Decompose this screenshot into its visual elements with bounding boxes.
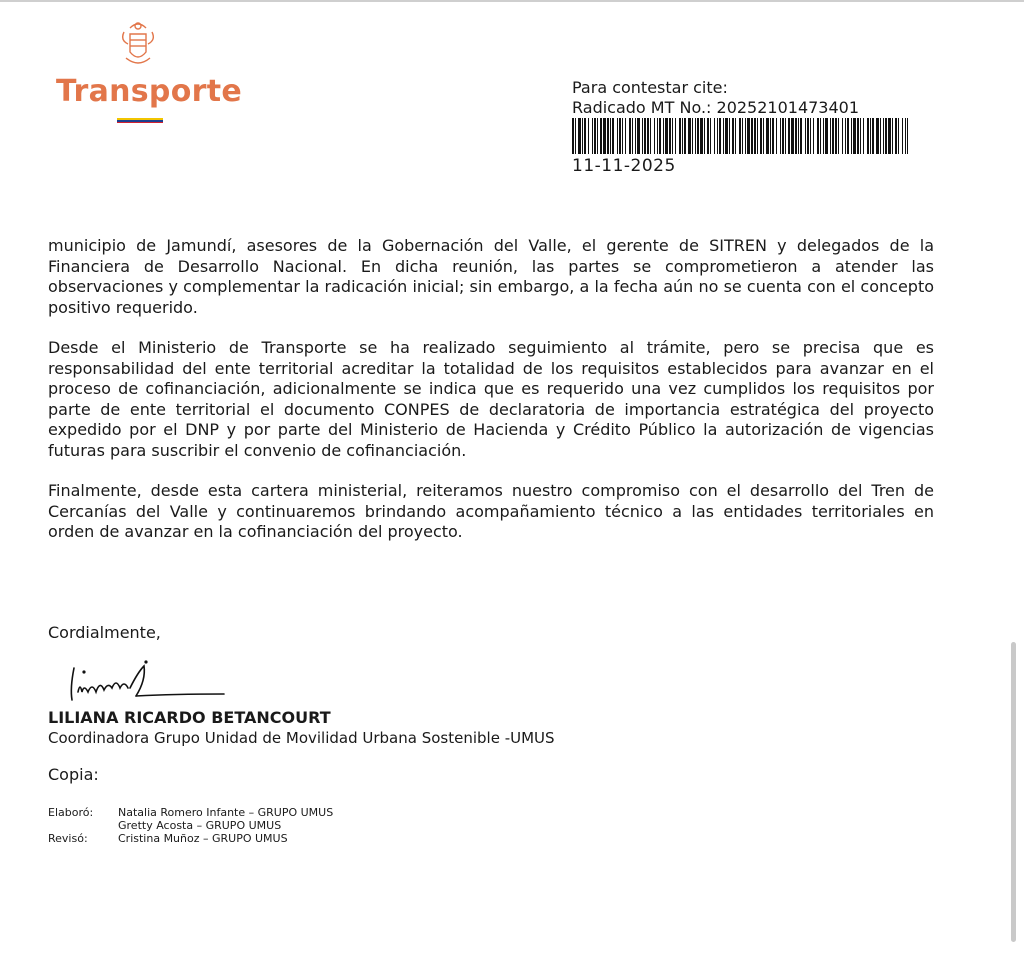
barcode: [572, 118, 908, 154]
ministry-logo: [52, 18, 242, 128]
coat-of-arms-icon: [116, 18, 160, 74]
credit-row: [48, 819, 333, 832]
body-paragraph: municipio de Jamundí, asesores de la Gobernación del Valle, el gerente de SITREN y delegados de la Financiera de Desarrollo Nacional. En dicha reunión, las partes se comprometieron a atender las observaciones y complementar la radicación inicial; sin embargo, a la fecha aún no se cuenta con el concepto positivo requerido.: [48, 236, 934, 317]
scrollbar[interactable]: [1011, 642, 1016, 942]
credit-value: Natalia Romero Infante – GRUPO UMUS: [118, 806, 334, 819]
credit-value: Cristina Muñoz – GRUPO UMUS: [118, 832, 288, 845]
credit-label: [48, 819, 118, 832]
body-paragraph: Finalmente, desde esta cartera ministerial, reiteramos nuestro compromiso con el desarrollo del Tren de Cercanías del Valle y continuaremos brindando acompañamiento técnico a las entidades territoriales en orden de avanzar en la cofinanciación del proyecto.: [48, 481, 934, 541]
document-date: 11-11-2025: [572, 156, 676, 176]
credit-value: Gretty Acosta – GRUPO UMUS: [118, 819, 282, 832]
citation-block: [572, 78, 932, 176]
signer-name: LILIANA RICARDO BETANCOURT: [48, 708, 331, 727]
colombia-flag-stripe: [117, 118, 163, 123]
credit-row: [48, 806, 333, 819]
copy-label: Copia:: [48, 765, 99, 784]
credit-label: Elaboró:: [48, 806, 94, 819]
credit-row: [48, 832, 333, 845]
signer-block: [48, 708, 555, 748]
credit-label: Revisó:: [48, 832, 88, 845]
page-top-edge: [0, 0, 1024, 2]
signer-role: Coordinadora Grupo Unidad de Movilidad Urbana Sostenible -UMUS: [48, 729, 555, 747]
credits-block: [48, 806, 333, 845]
letter-body: [48, 236, 934, 563]
brand-name: Transporte: [56, 74, 242, 109]
radicado-number: Radicado MT No.: 20252101473401: [572, 98, 860, 117]
body-paragraph: Desde el Ministerio de Transporte se ha realizado seguimiento al trámite, pero se precisa que es responsabilidad del ente territorial acreditar la totalidad de los requisitos establecidos para avanzar en el proceso de cofinanciación, adicionalmente se indica que es requerido una vez cumplidos los requisitos por parte de ente territorial el documento CONPES de declaratoria de importancia estratégica del proyecto expedido por el DNP y por parte del Ministerio de Hacienda y Crédito Público la autorización de vigencias futuras para suscribir el convenio de cofinanciación.: [48, 338, 934, 460]
cite-label: Para contestar cite:: [572, 78, 728, 97]
salutation: Cordialmente,: [48, 623, 161, 642]
handwritten-signature: [64, 658, 234, 708]
